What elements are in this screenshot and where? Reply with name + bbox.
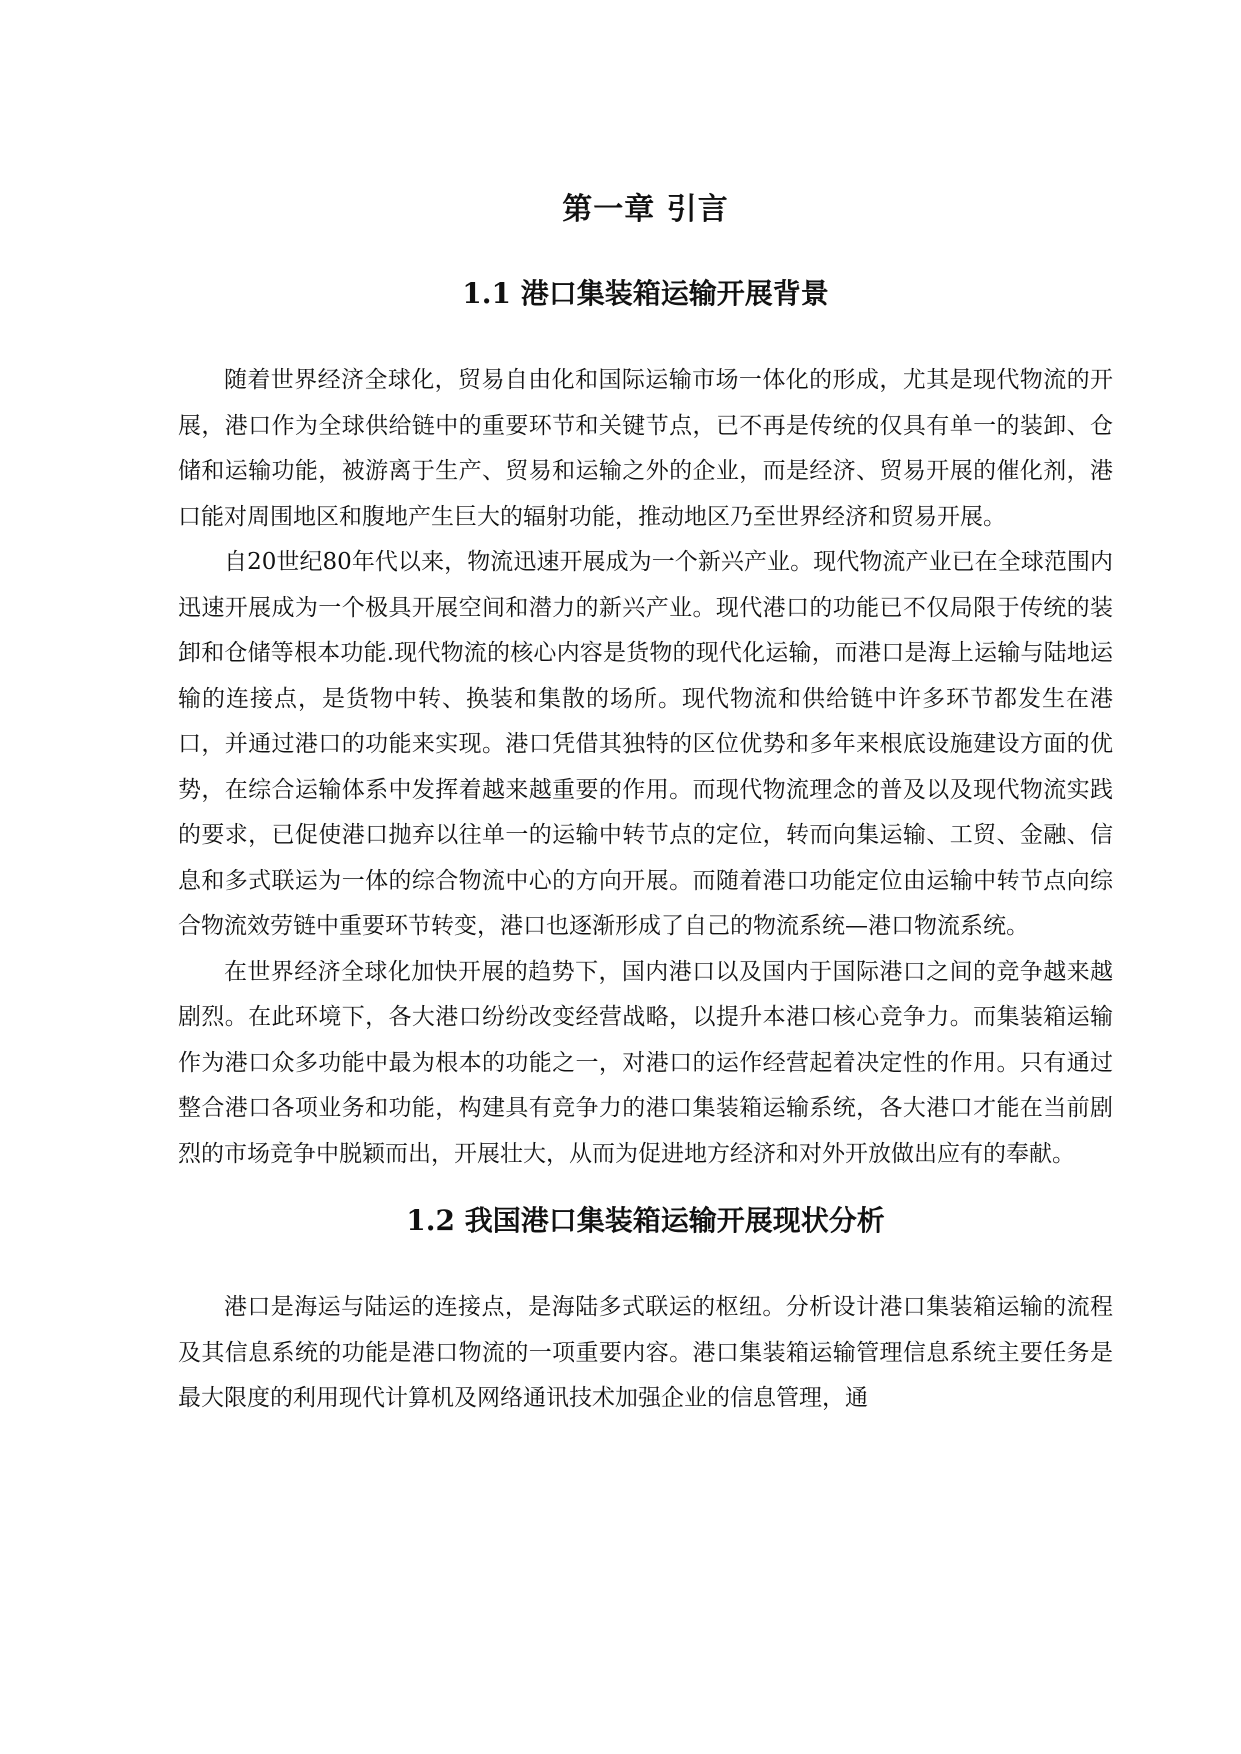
paragraph: 在世界经济全球化加快开展的趋势下，国内港口以及国内于国际港口之间的竞争越来越剧烈。在此环境下，各大港口纷纷改变经营战略，以提升本港口核心竞争力。而集装箱运输作为港口众多功能中最为根本的功能之一，对港口的运作经营起着决定性的作用。只有通过整合港口各项业务和功能，构建具有竞争力的港口集装箱运输系统，各大港口才能在当前剧烈的市场竞争中脱颖而出，开展壮大，从而为促进地方经济和对外开放做出应有的奉献。 — [178, 958, 1113, 1167]
paragraph: 自20世纪80年代以来，物流迅速开展成为一个新兴产业。现代物流产业已在全球范围内迅速开展成为一个极具开展空间和潜力的新兴产业。现代港口的功能已不仅局限于传统的装卸和仓储等根本功能.现代物流的核心内容是货物的现代化运输，而港口是海上运输与陆地运输的连接点，是货物中转、换装和集散的场所。现代物流和供给链中许多环节都发生在港口，并通过港口的功能来实现。港口凭借其独特的区位优势和多年来根底设施建设方面的优势，在综合运输体系中发挥着越来越重要的作用。而现代物流理念的普及以及现代物流实践的要求，已促使港口抛弃以往单一的运输中转节点的定位，转而向集运输、工贸、金融、信息和多式联运为一体的综合物流中心的方向开展。而随着港口功能定位由运输中转节点向综合物流效劳链中重要环节转变，港口也逐渐形成了自己的物流系统—港口物流系统。 — [178, 549, 1113, 939]
paragraph: 港口是海运与陆运的连接点，是海陆多式联运的枢纽。分析设计港口集装箱运输的流程及其信息系统的功能是港口物流的一项重要内容。港口集装箱运输管理信息系统主要任务是最大限度的利用现代计算机及网络通讯技术加强企业的信息管理，通 — [178, 1294, 1113, 1411]
chapter-title: 第一章 引言 — [562, 192, 729, 227]
section-title-1-1: 1.1 港口集装箱运输开展背景 — [462, 277, 829, 310]
document-page — [178, 180, 1113, 1422]
paragraph: 随着世界经济全球化，贸易自由化和国际运输市场一体化的形成，尤其是现代物流的开展，港口作为全球供给链中的重要环节和关键节点，已不再是传统的仅具有单一的装卸、仓储和运输功能，被游离于生产、贸易和运输之外的企业，而是经济、贸易开展的催化剂，港口能对周围地区和腹地产生巨大的辐射功能，推动地区乃至世界经济和贸易开展。 — [178, 367, 1113, 530]
section-title-1-2: 1.2 我国港口集装箱运输开展现状分析 — [406, 1204, 885, 1237]
